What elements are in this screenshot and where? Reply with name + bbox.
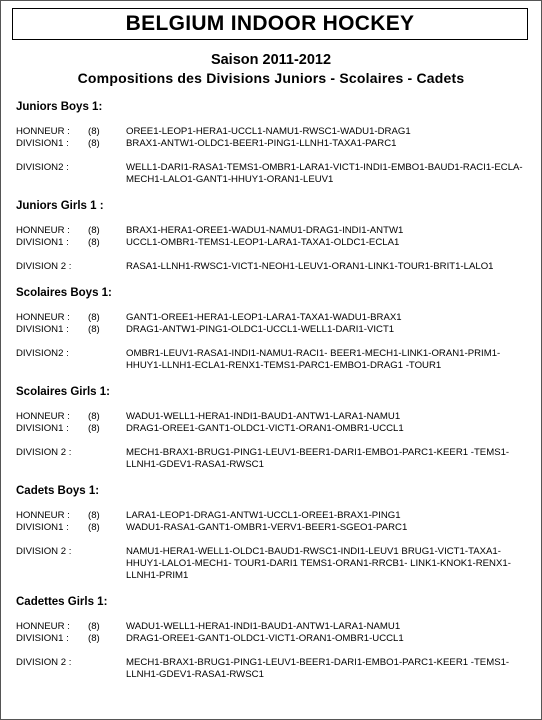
team-count — [88, 162, 126, 186]
section-juniors-boys — [16, 100, 531, 186]
team-list: LARA1-LEOP1-DRAG1-ANTW1-UCCL1-OREE1-BRAX1-PING1 — [126, 510, 401, 521]
team-list: DRAG1-OREE1-GANT1-OLDC1-VICT1-ORAN1-OMBR1-UCCL1 — [126, 633, 404, 644]
team-list: RASA1-LLNH1-RWSC1-VICT1-NEOH1-LEUV1-ORAN1-LINK1-TOUR1-BRIT1-LALO1 — [126, 261, 494, 272]
team-count: (8) — [88, 522, 100, 533]
team-list: BRAX1-ANTW1-OLDC1-BEER1-PING1-LLNH1-TAXA1-PARC1 — [126, 138, 397, 149]
team-count — [88, 546, 126, 582]
division-label: HONNEUR : — [16, 411, 70, 422]
section-title: Juniors Boys 1: — [16, 101, 103, 113]
division-row — [16, 162, 531, 186]
divisions-content — [16, 100, 531, 681]
team-count — [88, 348, 126, 372]
section-title: Cadettes Girls 1: — [16, 596, 108, 608]
division-row — [16, 348, 531, 372]
division-row — [16, 633, 531, 645]
team-list: OREE1-LEOP1-HERA1-UCCL1-NAMU1-RWSC1-WADU1-DRAG1 — [126, 126, 411, 137]
division-row — [16, 261, 531, 273]
division-row — [16, 546, 531, 582]
team-count: (8) — [88, 237, 100, 248]
team-list: NAMU1-HERA1-WELL1-OLDC1-BAUD1-RWSC1-INDI1-LEUV1 BRUG1-VICT1-TAXA1-HHUY1-LALO1-MECH1- TOUR1-DARI1 TEMS1-ORAN1-RRCB1- LINK1-KNOK1-RENX1-LLNH1-PRIM1 — [126, 546, 511, 581]
team-count: (8) — [88, 324, 100, 335]
section-cadettes-girls — [16, 595, 531, 681]
division-label: DIVISION 2 : — [16, 657, 72, 668]
page-subtitle: Compositions des Divisions Juniors - Scolaires - Cadets — [77, 70, 465, 86]
team-list: DRAG1-ANTW1-PING1-OLDC1-UCCL1-WELL1-DARI1-VICT1 — [126, 324, 395, 335]
division-row — [16, 324, 531, 336]
team-list: WELL1-DARI1-RASA1-TEMS1-OMBR1-LARA1-VICT1-INDI1-EMBO1-BAUD1-RACI1-ECLA-MECH1-LALO1-GANT1-HHUY1-ORAN1-LEUV1 — [126, 162, 523, 185]
team-list: WADU1-RASA1-GANT1-OMBR1-VERV1-BEER1-SGEO1-PARC1 — [126, 522, 408, 533]
division-row — [16, 411, 531, 423]
section-title: Juniors Girls 1 : — [16, 200, 104, 212]
division-row — [16, 510, 531, 522]
season-heading: Saison 2011-2012 — [210, 52, 332, 68]
division-label: DIVISION1 : — [16, 237, 69, 248]
section-title: Cadets Boys 1: — [16, 485, 100, 497]
division-label: HONNEUR : — [16, 621, 70, 632]
section-juniors-girls — [16, 199, 531, 273]
team-list: WADU1-WELL1-HERA1-INDI1-BAUD1-ANTW1-LARA1-NAMU1 — [126, 621, 401, 632]
division-row — [16, 447, 531, 471]
division-label: HONNEUR : — [16, 225, 70, 236]
team-count: (8) — [88, 510, 100, 521]
division-label: DIVISION1 : — [16, 522, 69, 533]
team-list: DRAG1-OREE1-GANT1-OLDC1-VICT1-ORAN1-OMBR1-UCCL1 — [126, 423, 404, 434]
team-list: OMBR1-LEUV1-RASA1-INDI1-NAMU1-RACI1- BEER1-MECH1-LINK1-ORAN1-PRIM1-HHUY1-LLNH1-ECLA1-RENX1-TEMS1-PARC1-EMBO1-DRAG1 -TOUR1 — [126, 348, 501, 371]
team-list: MECH1-BRAX1-BRUG1-PING1-LEUV1-BEER1-DARI1-EMBO1-PARC1-KEER1 -TEMS1-LLNH1-GDEV1-RASA1-RWSC1 — [126, 447, 510, 470]
page-title: BELGIUM INDOOR HOCKEY — [12, 8, 528, 40]
division-label: DIVISION1 : — [16, 324, 69, 335]
team-count: (8) — [88, 423, 100, 434]
division-row — [16, 621, 531, 633]
division-label: HONNEUR : — [16, 510, 70, 521]
team-count: (8) — [88, 633, 100, 644]
team-count: (8) — [88, 312, 100, 323]
team-count: (8) — [88, 225, 100, 236]
division-label: HONNEUR : — [16, 312, 70, 323]
team-list: GANT1-OREE1-HERA1-LEOP1-LARA1-TAXA1-WADU1-BRAX1 — [126, 312, 402, 323]
section-scolaires-girls — [16, 385, 531, 471]
division-label: DIVISION1 : — [16, 138, 69, 149]
division-row — [16, 126, 531, 138]
division-row — [16, 423, 531, 435]
team-count: (8) — [88, 621, 100, 632]
section-title: Scolaires Girls 1: — [16, 386, 110, 398]
team-count: (8) — [88, 411, 100, 422]
team-count — [88, 657, 126, 681]
division-label: HONNEUR : — [16, 126, 70, 137]
section-title: Scolaires Boys 1: — [16, 287, 112, 299]
team-count — [88, 447, 126, 471]
division-row — [16, 237, 531, 249]
team-count: (8) — [88, 126, 100, 137]
team-list: UCCL1-OMBR1-TEMS1-LEOP1-LARA1-TAXA1-OLDC1-ECLA1 — [126, 237, 400, 248]
team-count — [88, 261, 126, 273]
division-row — [16, 225, 531, 237]
division-row — [16, 138, 531, 150]
division-label: DIVISION 2 : — [16, 447, 72, 458]
division-row — [16, 312, 531, 324]
division-label: DIVISION 2 : — [16, 261, 72, 272]
team-list: MECH1-BRAX1-BRUG1-PING1-LEUV1-BEER1-DARI1-EMBO1-PARC1-KEER1 -TEMS1-LLNH1-GDEV1-RASA1-RWSC1 — [126, 657, 510, 680]
section-cadets-boys — [16, 484, 531, 582]
division-label: DIVISION2 : — [16, 348, 69, 359]
division-label: DIVISION2 : — [16, 162, 69, 173]
section-scolaires-boys — [16, 286, 531, 372]
division-label: DIVISION1 : — [16, 423, 69, 434]
team-list: BRAX1-HERA1-OREE1-WADU1-NAMU1-DRAG1-INDI1-ANTW1 — [126, 225, 404, 236]
division-label: DIVISION 2 : — [16, 546, 72, 557]
division-row — [16, 657, 531, 681]
division-label: DIVISION1 : — [16, 633, 69, 644]
team-count: (8) — [88, 138, 100, 149]
team-list: WADU1-WELL1-HERA1-INDI1-BAUD1-ANTW1-LARA1-NAMU1 — [126, 411, 401, 422]
division-row — [16, 522, 531, 534]
